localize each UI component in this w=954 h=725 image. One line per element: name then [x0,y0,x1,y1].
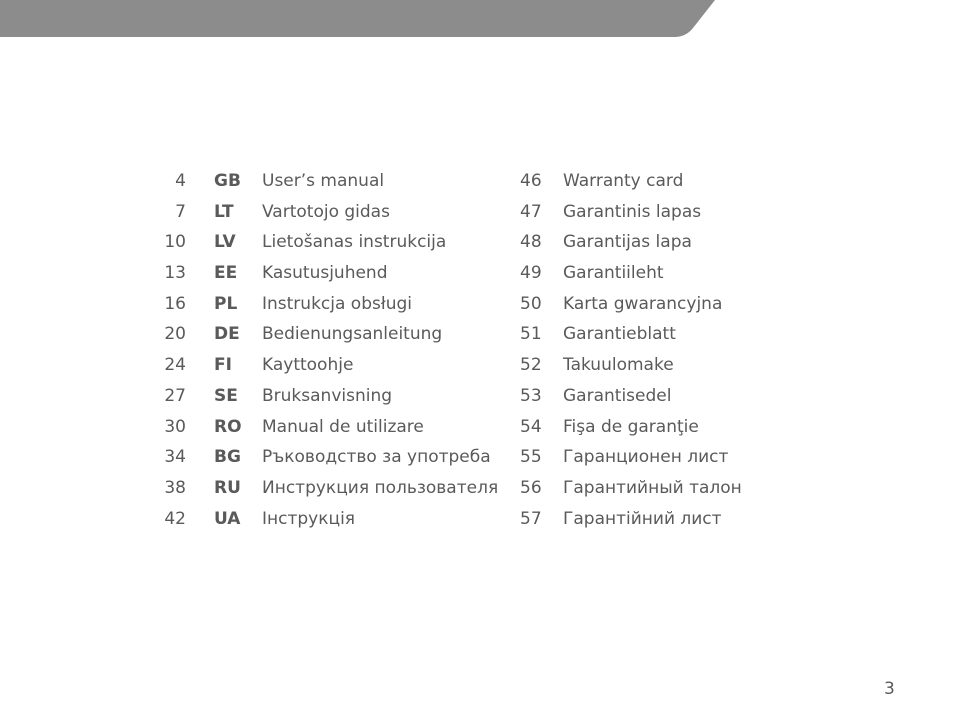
header-band [0,0,954,37]
toc-title: Instrukcja obsługi [262,293,412,314]
toc-language-code: RO [214,416,242,437]
toc-row[interactable] [508,506,808,537]
toc-title: Инструкция пользователя [262,477,499,498]
toc-page-number: 54 [520,416,542,437]
toc-row[interactable] [508,168,808,199]
toc-page-number: 49 [520,263,542,284]
toc-page-number: 16 [164,293,186,314]
toc-page-number: 20 [164,324,186,345]
toc-language-code: UA [214,508,241,529]
toc-page-number: 34 [164,447,186,468]
toc-title: Garantijas lapa [563,232,692,253]
toc-row[interactable] [508,260,808,291]
toc-row[interactable] [0,444,500,475]
toc-page-number: 48 [520,232,542,253]
toc-title: Гарантийный талон [563,477,742,498]
toc-title: Garantisedel [563,385,672,406]
toc-row[interactable] [0,291,500,322]
toc-row[interactable] [508,321,808,352]
toc-page-number: 46 [520,171,542,191]
toc-row[interactable] [508,199,808,230]
toc-title: Bruksanvisning [262,385,393,406]
toc-row[interactable] [508,352,808,383]
toc-language-code: GB [214,171,241,191]
toc-language-code: RU [214,477,241,498]
toc-row[interactable] [0,506,500,537]
toc-page-number: 50 [520,293,542,314]
toc-page-number: 42 [164,508,186,529]
toc-row[interactable] [0,168,500,199]
toc-page-number: 53 [520,385,542,406]
toc-title: Kayttoohje [262,355,354,376]
toc-title: Ръководство за употреба [262,447,491,468]
toc-language-code: BG [214,447,241,468]
toc-row[interactable] [508,229,808,260]
toc-page-number: 47 [520,201,542,222]
toc-row[interactable] [0,321,500,352]
toc-title: Kasutusjuhend [262,263,388,284]
toc-page-number: 4 [175,171,186,191]
toc-row[interactable] [0,414,500,445]
toc-title: Garantieblatt [563,324,676,345]
toc-row[interactable] [0,383,500,414]
toc-language-code: EE [214,263,238,284]
toc-row[interactable] [508,291,808,322]
toc-title: Інструкція [262,508,356,529]
toc-page-number: 7 [175,201,186,222]
toc-title: Гарантійний лист [563,508,722,529]
toc-row[interactable] [0,475,500,506]
toc-title: Fişa de garanţie [563,416,699,437]
toc-title: Warranty card [563,171,684,191]
toc-language-code: LT [214,201,234,222]
toc-title: Garantiileht [563,263,664,284]
toc-title: Takuulomake [563,355,674,376]
toc-title: Lietošanas instrukcija [262,232,447,253]
toc-title: Гаранционен лист [563,447,729,468]
toc-page-number: 38 [164,477,186,498]
toc-row[interactable] [0,352,500,383]
toc-page-number: 24 [164,355,186,376]
warranty-column [508,168,808,536]
toc-page-number: 10 [164,232,186,253]
toc-page-number: 52 [520,355,542,376]
toc-title: Manual de utilizare [262,416,424,437]
toc-title: Vartotojo gidas [262,201,390,222]
toc-title: Bedienungsanleitung [262,324,443,345]
toc-page-number: 13 [164,263,186,284]
toc-row[interactable] [0,199,500,230]
toc-row[interactable] [508,444,808,475]
manuals-column [0,168,500,536]
toc-row[interactable] [0,260,500,291]
toc-page-number: 27 [164,385,186,406]
toc-row[interactable] [508,383,808,414]
toc-language-code: LV [214,232,236,253]
page-number: 3 [884,679,895,699]
toc-page-number: 57 [520,508,542,529]
toc-language-code: PL [214,293,238,314]
toc-page-number: 51 [520,324,542,345]
toc-title: Garantinis lapas [563,201,702,222]
toc-page-number: 30 [164,416,186,437]
toc-language-code: DE [214,324,240,345]
toc-row[interactable] [0,229,500,260]
toc-title: Karta gwarancyjna [563,293,723,314]
toc-row[interactable] [508,414,808,445]
toc-page-number: 56 [520,477,542,498]
toc-language-code: FI [214,355,232,376]
toc-row[interactable] [508,475,808,506]
toc-page-number: 55 [520,447,542,468]
toc-title: User’s manual [262,171,385,191]
toc-language-code: SE [214,385,238,406]
